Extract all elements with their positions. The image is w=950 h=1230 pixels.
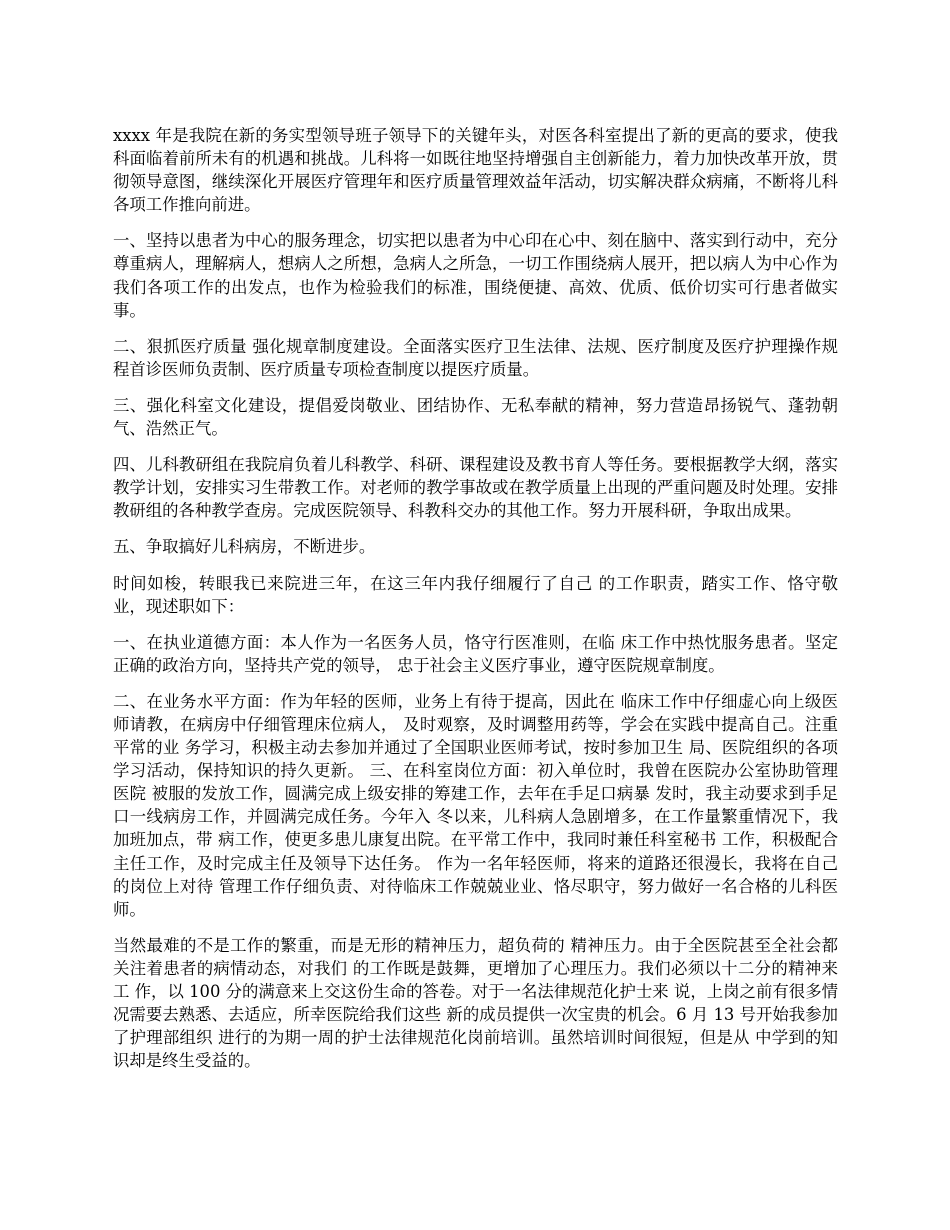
paragraph-report-intro: 时间如梭，转眼我已来院进三年，在这三年内我仔细履行了自己 的工作职责，踏实工作、恪守敬业，现述职如下：	[113, 573, 838, 616]
paragraph-pressure: 当然最难的不是工作的繁重，而是无形的精神压力，超负荷的 精神压力。由于全医院甚至全社会都关注着患者的病情动态，对我们 的工作既是鼓舞，更增加了心理压力。我们必须以十二分的精神来工 作，以 100 分的满意来上交这份生命的答卷。对于一名法律规范化护士来 说，上岗之前有很多情况需要去熟悉、去适应，所幸医院给我们这些 新的成员提供一次宝贵的机会。6 月 13 号开始我参加了护理部组织 进行的为期一周的护士法律规范化岗前培训。虽然培训时间很短，但是从 中学到的知识却是终生受益的。	[113, 935, 838, 1071]
paragraph-professional: 二、在业务水平方面：作为年轻的医师，业务上有待于提高，因此在 临床工作中仔细虚心向上级医师请教，在病房中仔细管理床位病人， 及时观察，及时调整用药等，学会在实践中提高自己。注重平常的业 务学习，积极主动去参加并通过了全国职业医师考试，按时参加卫生 局、医院组织的各项学习活动，保持知识的持久更新。 三、在科室岗位方面：初入单位时，我曾在医院办公室协助管理医院 被服的发放工作，圆满完成上级安排的筹建工作，去年在手足口病暴 发时，我主动要求到手足口一线病房工作，并圆满完成任务。今年入 冬以来，儿科病人急剧增多，在工作量繁重情况下，我加班加点，带 病工作，使更多患儿康复出院。在平常工作中，我同时兼任科室秘书 工作，积极配合主任工作，及时完成主任及领导下达任务。 作为一名年轻医师，将来的道路还很漫长，我将在自己的岗位上对待 管理工作仔细负责、对待临床工作兢兢业业、恪尽职守，努力做好一名合格的儿科医师。	[113, 691, 838, 919]
paragraph-point-1: 一、坚持以患者为中心的服务理念，切实把以患者为中心印在心中、刻在脑中、落实到行动中，充分尊重病人，理解病人，想病人之所想，急病人之所急，一切工作围绕病人展开，把以病人为中心作为我们各项工作的出发点，也作为检验我们的标准，围绕便捷、高效、优质、低价切实可行患者做实事。	[113, 231, 838, 320]
paragraph-point-4: 四、儿科教研组在我院肩负着儿科教学、科研、课程建设及教书育人等任务。要根据教学大纲，落实教学计划，安排实习生带教工作。对老师的教学事故或在教学质量上出现的严重问题及时处理。安排教研组的各种教学查房。完成医院领导、科教科交办的其他工作。努力开展科研，争取出成果。	[113, 455, 838, 521]
document-body	[113, 124, 838, 1072]
paragraph-point-3: 三、强化科室文化建设，提倡爱岗敬业、团结协作、无私奉献的精神，努力营造昂扬锐气、蓬勃朝气、浩然正气。	[113, 395, 838, 439]
paragraph-ethics: 一、在执业道德方面：本人作为一名医务人员，恪守行医准则，在临 床工作中热忱服务患者。坚定正确的政治方向，坚持共产党的领导， 忠于社会主义医疗事业，遵守医院规章制度。	[113, 632, 838, 675]
paragraph-point-2: 二、狠抓医疗质量 强化规章制度建设。全面落实医疗卫生法律、法规、医疗制度及医疗护理操作规程首诊医师负责制、医疗质量专项检查制度以提医疗质量。	[113, 336, 838, 379]
paragraph-point-5: 五、争取搞好儿科病房，不断进步。	[113, 537, 376, 557]
paragraph-intro: xxxx 年是我院在新的务实型领导班子领导下的关键年头，对医各科室提出了新的更高的要求，使我科面临着前所未有的机遇和挑战。儿科将一如既往地坚持增强自主创新能力，着力加快改革开放，贯彻领导意图，继续深化开展医疗管理年和医疗质量管理效益年活动，切实解决群众病痛，不断将儿科各项工作推向前进。	[113, 126, 838, 215]
